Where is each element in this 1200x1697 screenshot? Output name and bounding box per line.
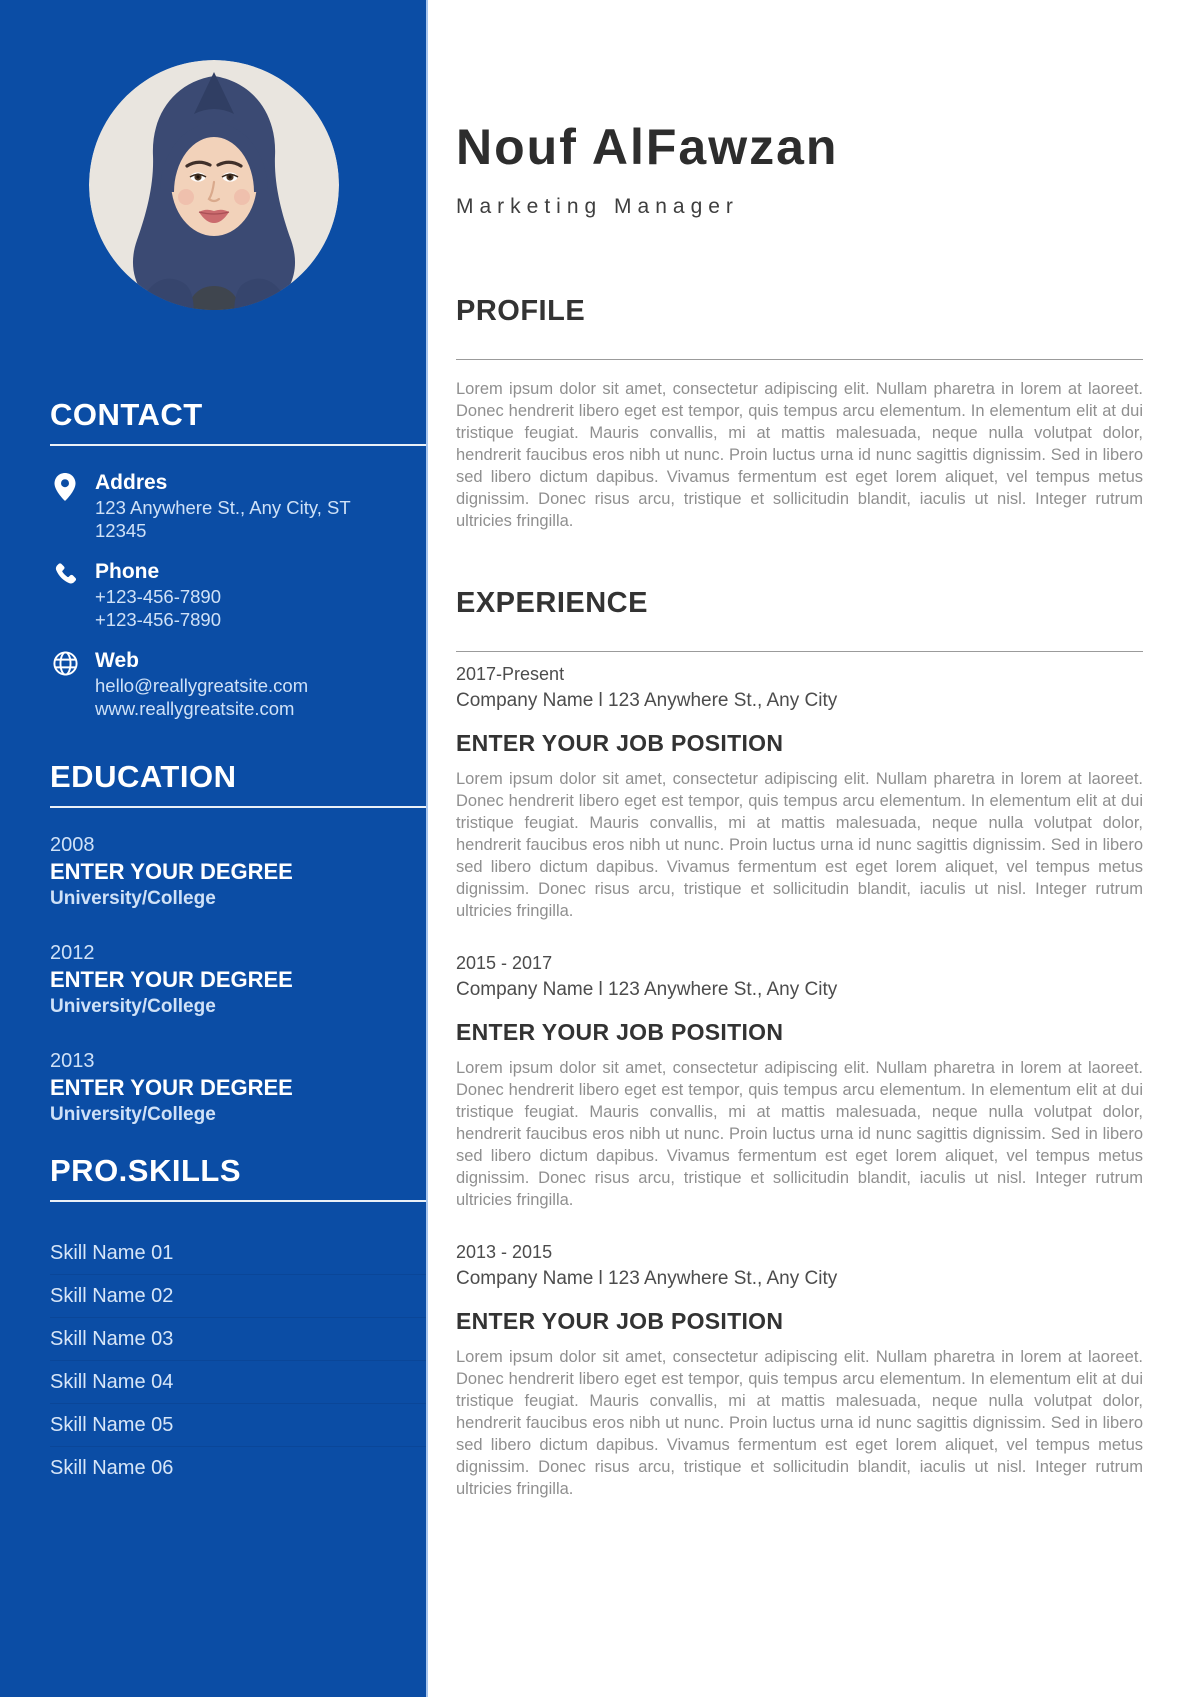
education-entry	[50, 1048, 426, 1128]
contact-line: hello@reallygreatsite.com	[95, 675, 309, 696]
experience-entries	[456, 662, 1143, 1500]
skill-item: Skill Name 03	[50, 1318, 426, 1361]
education-entry	[50, 832, 426, 912]
contact-item-web	[50, 648, 426, 720]
experience-section	[456, 585, 1143, 1529]
education-school: University/College	[50, 1104, 216, 1125]
experience-entry	[456, 1240, 1143, 1500]
experience-divider	[456, 651, 1143, 652]
location-pin-icon	[50, 470, 80, 542]
profile-title: PROFILE	[456, 295, 586, 327]
profile-divider	[456, 359, 1143, 360]
contact-label: Web	[95, 649, 139, 672]
experience-company: Company Name l 123 Anywhere St., Any City	[456, 1268, 838, 1289]
experience-entry	[456, 951, 1143, 1211]
education-school: University/College	[50, 996, 216, 1017]
experience-body: Lorem ipsum dolor sit amet, consectetur adipiscing elit. Nullam pharetra in lorem at laoreet. Donec hendrerit libero eget est tempor, quis tempus arcu elementum. In elementum elit at dui tristique feugiat. Mauris convallis, mi at mattis malesuada, neque nulla volutpat dolor, hendrerit faucibus eros nibh ut nunc. Proin luctus urna id nunc sagittis dignissim. Sed in libero sed libero dictum dapibus. Vivamus fermentum est eget lorem aliquet, vel tempus metus dignissim. Donec risus arcu, tristique et sollicitudin blandit, iaculis ut nisl. Integer rutrum ultricies fringilla.	[456, 770, 1143, 920]
person-name: Nouf AlFawzan	[456, 119, 839, 175]
education-title: EDUCATION	[50, 759, 237, 794]
experience-position: ENTER YOUR JOB POSITION	[456, 1019, 784, 1045]
contact-label: Phone	[95, 560, 160, 583]
contact-label: Addres	[95, 471, 168, 494]
experience-position: ENTER YOUR JOB POSITION	[456, 730, 784, 756]
phone-icon	[50, 559, 80, 631]
contact-divider	[50, 444, 426, 446]
experience-entry	[456, 662, 1143, 922]
contact-line: 123 Anywhere St., Any City, ST	[95, 497, 351, 518]
experience-position: ENTER YOUR JOB POSITION	[456, 1308, 784, 1334]
education-entry	[50, 940, 426, 1020]
education-school: University/College	[50, 888, 216, 909]
education-year: 2012	[50, 942, 95, 964]
sidebar	[0, 0, 428, 1697]
main-column	[456, 0, 1143, 1697]
skill-item: Skill Name 06	[50, 1457, 174, 1479]
skill-item: Skill Name 01	[50, 1232, 426, 1275]
experience-period: 2013 - 2015	[456, 1242, 553, 1262]
experience-body: Lorem ipsum dolor sit amet, consectetur adipiscing elit. Nullam pharetra in lorem at laoreet. Donec hendrerit libero eget est tempor, quis tempus arcu elementum. In elementum elit at dui tristique feugiat. Mauris convallis, mi at mattis malesuada, neque nulla volutpat dolor, hendrerit faucibus eros nibh ut nunc. Proin luctus urna id nunc sagittis dignissim. Sed in libero sed libero dictum dapibus. Vivamus fermentum est eget lorem aliquet, vel tempus metus dignissim. Donec risus arcu, tristique et sollicitudin blandit, iaculis ut nisl. Integer rutrum ultricies fringilla.	[456, 1059, 1143, 1209]
contact-line: 12345	[95, 520, 147, 541]
job-title: Marketing Manager	[456, 195, 739, 218]
profile-photo	[89, 60, 339, 310]
contact-line: +123-456-7890	[95, 609, 222, 630]
education-entries	[50, 832, 426, 1128]
contact-item-address	[50, 470, 426, 542]
contact-line: www.reallygreatsite.com	[95, 698, 295, 719]
contact-section	[50, 396, 426, 737]
experience-period: 2015 - 2017	[456, 953, 553, 973]
portrait-illustration	[89, 60, 339, 310]
experience-period: 2017-Present	[456, 664, 565, 684]
skill-item: Skill Name 04	[50, 1361, 426, 1404]
education-divider	[50, 806, 426, 808]
education-year: 2013	[50, 1050, 95, 1072]
globe-icon	[50, 648, 80, 720]
education-section	[50, 758, 426, 1156]
profile-body: Lorem ipsum dolor sit amet, consectetur adipiscing elit. Nullam pharetra in lorem at laoreet. Donec hendrerit libero eget est tempor, quis tempus arcu elementum. In elementum elit at dui tristique feugiat. Mauris convallis, mi at mattis malesuada, neque nulla volutpat dolor, hendrerit faucibus eros nibh ut nunc. Proin luctus urna id nunc sagittis dignissim. Sed in libero sed libero dictum dapibus. Vivamus fermentum est eget lorem aliquet, vel tempus metus dignissim. Donec risus arcu, tristique et sollicitudin blandit, iaculis ut nisl. Integer rutrum ultricies fringilla.	[456, 380, 1143, 530]
skill-item: Skill Name 02	[50, 1275, 426, 1318]
skill-list	[50, 1232, 426, 1489]
education-degree: ENTER YOUR DEGREE	[50, 1075, 293, 1100]
profile-section	[456, 293, 1143, 532]
contact-items	[50, 470, 426, 720]
contact-title: CONTACT	[50, 397, 203, 432]
education-degree: ENTER YOUR DEGREE	[50, 859, 293, 884]
education-year: 2008	[50, 834, 95, 856]
skill-item: Skill Name 05	[50, 1404, 426, 1447]
skills-section	[50, 1152, 426, 1489]
experience-company: Company Name l 123 Anywhere St., Any City	[456, 979, 838, 1000]
skills-divider	[50, 1200, 426, 1202]
contact-line: +123-456-7890	[95, 586, 222, 607]
experience-company: Company Name l 123 Anywhere St., Any City	[456, 690, 838, 711]
education-degree: ENTER YOUR DEGREE	[50, 967, 293, 992]
contact-item-phone	[50, 559, 426, 631]
experience-body: Lorem ipsum dolor sit amet, consectetur adipiscing elit. Nullam pharetra in lorem at laoreet. Donec hendrerit libero eget est tempor, quis tempus arcu elementum. In elementum elit at dui tristique feugiat. Mauris convallis, mi at mattis malesuada, neque nulla volutpat dolor, hendrerit faucibus eros nibh ut nunc. Proin luctus urna id nunc sagittis dignissim. Sed in libero sed libero dictum dapibus. Vivamus fermentum est eget lorem aliquet, vel tempus metus dignissim. Donec risus arcu, tristique et sollicitudin blandit, iaculis ut nisl. Integer rutrum ultricies fringilla.	[456, 1348, 1143, 1498]
skills-title: PRO.SKILLS	[50, 1153, 242, 1188]
experience-title: EXPERIENCE	[456, 587, 648, 619]
